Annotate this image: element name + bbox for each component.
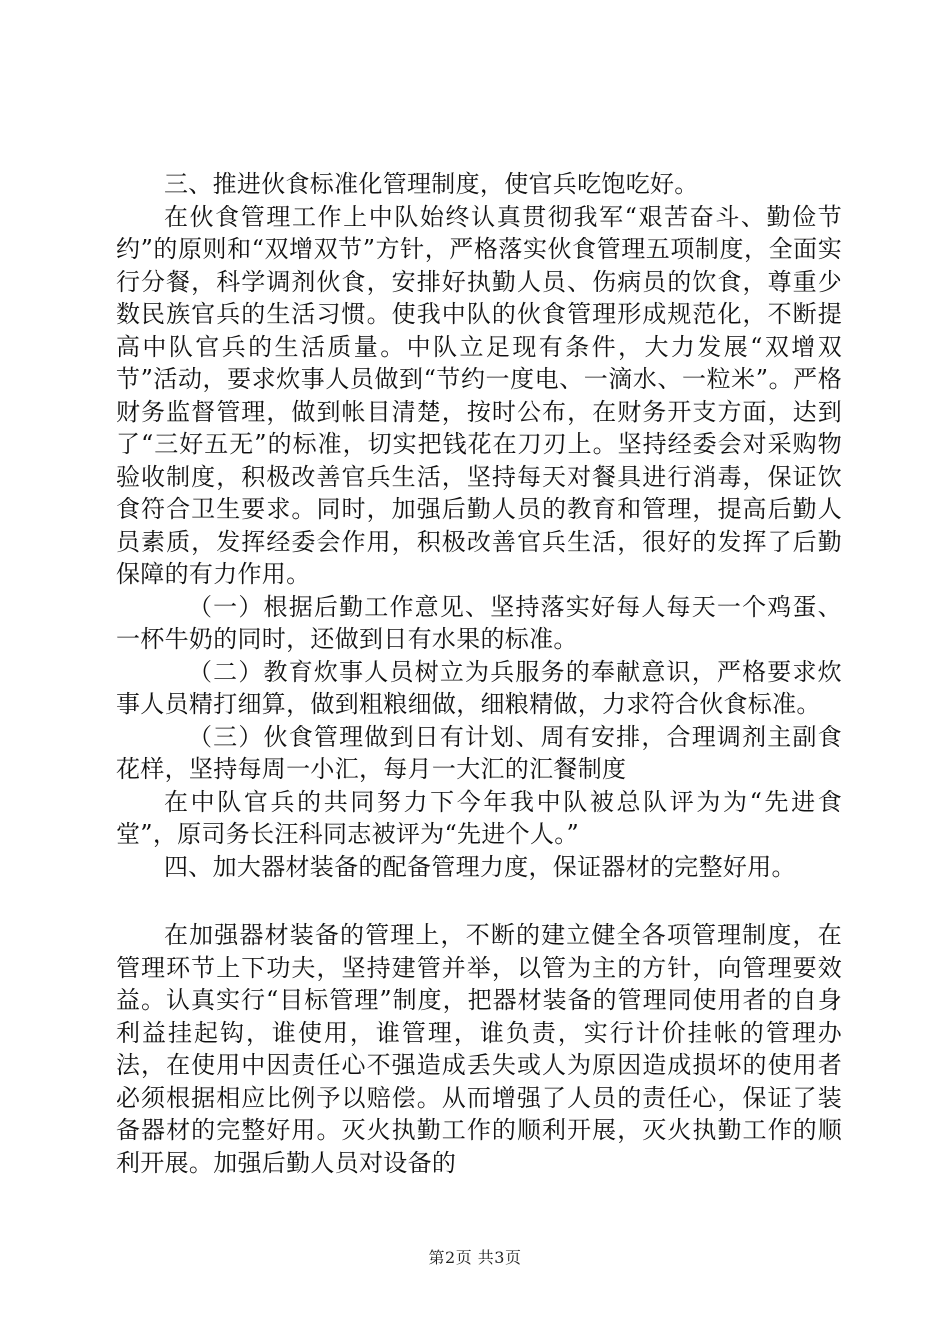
list-item-three: （三）伙食管理做到日有计划、周有安排，合理调剂主副食花样，坚持每周一小汇，每月一大汇的汇餐制度 (116, 722, 842, 783)
paragraph-awards: 在中队官兵的共同努力下今年我中队被总队评为为“先进食堂”，原司务长汪科同志被评为“先进个人。” (116, 787, 842, 848)
paragraph-equipment-management: 在加强器材装备的管理上，不断的建立健全各项管理制度，在管理环节上下功夫，坚持建管并举，以管为主的方针，向管理要效益。认真实行“目标管理”制度，把器材装备的管理同使用者的自身利益挂起钩，谁使用，谁管理，谁负责，实行计价挂帐的管理办法，在使用中因责任心不强造成丢失或人为原因造成损坏的使用者必须根据相应比例予以赔偿。从而增强了人员的责任心，保证了装备器材的完整好用。灭火执勤工作的顺利开展，灭火执勤工作的顺利开展。加强后勤人员对设备的 (116, 921, 842, 1177)
list-item-two: （二）教育炊事人员树立为兵服务的奉献意识，严格要求炊事人员精打细算，做到粗粮细做，细粮精做，力求符合伙食标准。 (116, 657, 842, 718)
section-heading-four: 四、加大器材装备的配备管理力度，保证器材的完整好用。 (164, 852, 796, 881)
list-item-one: （一）根据后勤工作意见、坚持落实好每人每天一个鸡蛋、一杯牛奶的同时，还做到日有水果的标准。 (116, 592, 842, 653)
blank-line (116, 883, 842, 919)
page-footer: 第2页 共3页 (428, 1248, 522, 1267)
section-heading-three: 三、推进伙食标准化管理制度，使官兵吃饱吃好。 (164, 170, 699, 198)
document-body (116, 168, 842, 1179)
paragraph-food-management: 在伙食管理工作上中队始终认真贯彻我军“艰苦奋斗、勤俭节约”的原则和“双增双节”方针，严格落实伙食管理五项制度，全面实行分餐，科学调剂伙食，安排好执勤人员、伤病员的饮食，尊重少数民族官兵的生活习惯。使我中队的伙食管理形成规范化，不断提高中队官兵的生活质量。中队立足现有条件，大力发展“双增双节”活动，要求炊事人员做到“节约一度电、一滴水、一粒米”。严格财务监督管理，做到帐目清楚，按时公布，在财务开支方面，达到了“三好五无”的标准，切实把钱花在刀刃上。坚持经委会对采购物验收制度，积极改善官兵生活，坚持每天对餐具进行消毒，保证饮食符合卫生要求。同时，加强后勤人员的教育和管理，提高后勤人员素质，发挥经委会作用，积极改善官兵生活，很好的发挥了后勤保障的有力作用。 (116, 202, 842, 588)
